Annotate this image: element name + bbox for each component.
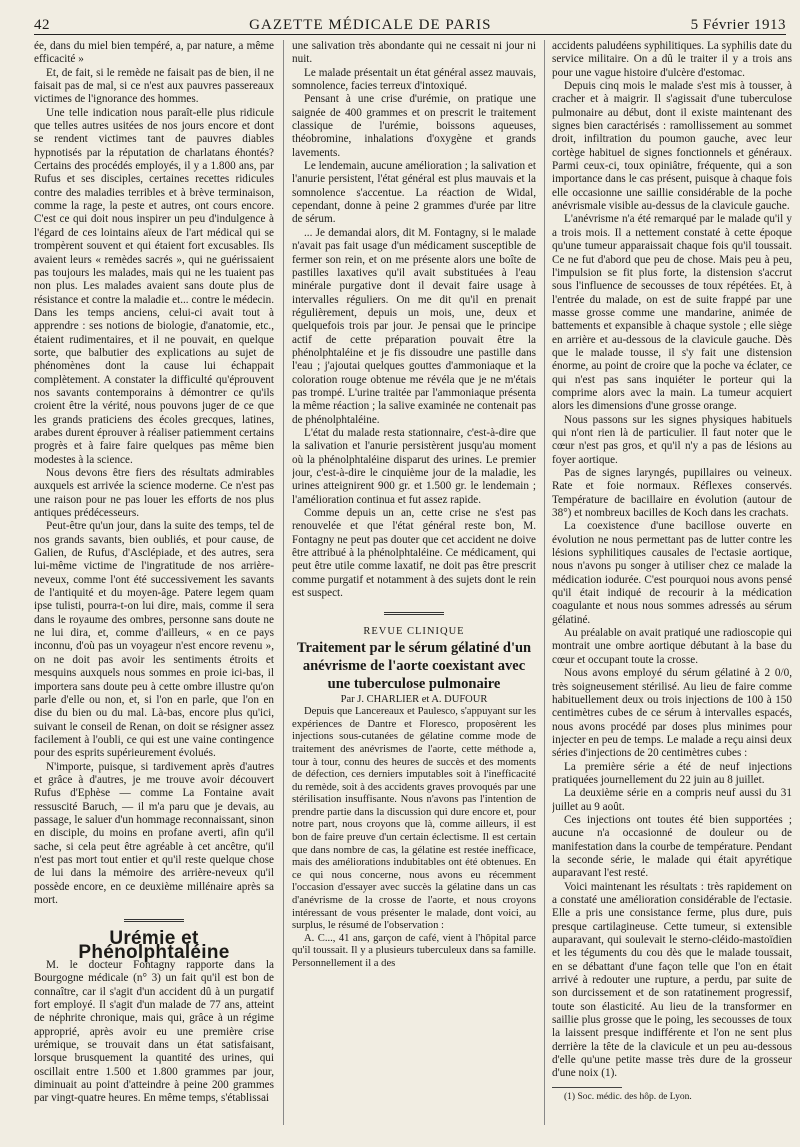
- paragraph: ... Je demandai alors, dit M. Fontagny, si le malade n'avait pas fait usage d'un médicament susceptible de fermer son rein, et on me présente alors une boîte de pastilles laxatives qu'il avait substituées à l'eau minérale purgative dont il devait faire usage à intervalles réguliers. On me dit qu'il en prenait régulièrement, depuis un mois, une, deux et quelquefois trois par jour. Je pensai que le principe actif de cette préparation pouvait être la phénolphtaléine et je fis dissoudre une pastille dans l'eau ; j'ajoutai quelques gouttes d'ammoniaque et la coloration rouge obtenue me révéla que je ne m'étais pas trompé. L'urine traitée par l'ammoniaque présenta la même réaction ; la salive examinée ne contenait pas de phénolphtaléine.: [292, 226, 536, 426]
- section-heading: REVUE CLINIQUE: [363, 626, 465, 638]
- paragraph: A. C..., 41 ans, garçon de café, vient à l'hôpital parce qu'il toussait. Il y a plusieurs tuberculeux dans sa famille. Personnellement il a des: [292, 932, 536, 969]
- section-separator: [384, 612, 444, 615]
- paragraph: Depuis cinq mois le malade s'est mis à tousser, à cracher et à maigrir. Il s'agissait d'une tuberculose pulmonaire au début, dont il existe maintenant des signes bien caractérisés : ramollissement au sommet droit, infiltration du poumon gauche, avec leur cortège habituel de signes fonctionnels et généraux. Parmi ceux-ci, toux opiniâtre, fréquente, qui a son importance dans le cas présent, puisque à chaque fois elle occasionne une saillie considérable de la poche anévrismale visible au-dessus de la clavicule gauche.: [552, 80, 792, 213]
- paragraph: Comme depuis un an, cette crise ne s'est pas renouvelée et que l'état général reste bon, M. Fontagny ne peut pas douter que cet accident ne doive être attribué à la phénolphtaléine. Ce médicament, qui peut être utile comme laxatif, ne doit pas être prescrit comme purgatif et notamment à des sujets dont le rein est suspect.: [292, 507, 536, 600]
- paragraph: N'importe, puisque, si tardivement après d'autres et grâce à d'autres, je me trouve avoir découvert Rufus d'Ephèse — comme La Fontaine avait ressuscité Baruch, — il m'a paru que je devais, au passage, le saluer d'un hommage reconnaissant, sinon en disciple, du moins en profane averti, afin qu'il sache, si cela peut être agréable à cet ancêtre, qu'il n'est pas mort tout entier et qu'il reste quelque chose de lui dans la mémoire des arrière-neveux qu'il possède encore, en ce deuxième millénaire après sa mort.: [34, 760, 274, 906]
- paragraph: Pas de signes laryngés, pupillaires ou veineux. Rate et foie normaux. Réflexes conservés. Température de bacillaire en évolution (autour de 38°) et nombreux bacilles de Koch dans les crachats.: [552, 467, 792, 520]
- paragraph: ée, dans du miel bien tempéré, a, par nature, a même efficacité »: [34, 40, 274, 66]
- header-rule: [34, 34, 786, 35]
- footnote-rule: [552, 1087, 622, 1088]
- paragraph: Une telle indication nous paraît-elle plus ridicule que telles autres usitées de nos jours encore et dont se rendent victimes tant de pauvres diables hypnotisés par la réputation de charlatans éhontés? Certains des procédés employés, il y a 1.800 ans, par Rufus et ses disciples, certaines recettes ridicules contre des maladies terribles et à brève terminaison, comme la rage, la peste et autres, ont cours encore. C'est ce qui doit nous inspirer un peu d'indulgence à l'égard de ces lointains aïeux de l'art médical qui se trompèrent souvent et qui étaient fort excusables. Ils avaient leurs « remèdes sacrés », qui ne guérissaient pas toujours les malades, mais qui ne les tuaient pas non plus. Les malades avaient sans doute plus de résistance et contre la maladie et... contre le médecin. Dans les temps anciens, celui-ci avait tout à apprendre : ses notions de biologie, d'anatomie, etc., étaient rudimentaires, et il ne pouvait, en quelque sorte, que balbutier des explications au sujet de phénomènes dont la cause lui échappait complètement. A constater la difficulté qu'éprouvent nos savants contemporains à démontrer ce qu'ils croient être la vérité, nous pouvons juger de ce que les grands praticiens des écoles grecques, latines, arabes durent éprouver à réaliser patiemment certains progrès et à faire faire quelques pas même bien modestes à la science.: [34, 106, 274, 466]
- paragraph: Nous passons sur les signes physiques habituels qui n'ont rien là de particulier. Il faut noter que le cœur n'est pas gros, et qu'il n'y a pas de lésions au foyer aortique.: [552, 413, 792, 466]
- paragraph: Ces injections ont toutes été bien supportées ; aucune n'a occasionné de douleur ou de manifestation dans la courbe de température. Pendant la seconde série, le malade qui était apyrétique auparavant l'est resté.: [552, 813, 792, 880]
- paragraph: Peut-être qu'un jour, dans la suite des temps, tel de nos grands savants, bien oubliés, et pour cause, de Galien, de Rufus, d'Asclépiade, et des autres, sera lui-même victime de l'ingratitude de nos arrière-neveux, comme l'ont été successivement les savants de l'antiquité et du moyen-âge. Patere legem quam ipse tulisti, pourra-t-on lui dire, mais, comme il sera dans le royaume des ombres, personne sans doute ne ne lui dira, et, comme d'ailleurs, « en ce pays inconnu, d'où pas un voyageur n'est encore revenu », on ne doit pas avoir les sentiments étroits et mesquins auxquels nous sommes en proie ici-bas, il importera sans doute peu à cette ombre illustre qu'on parle d'elle ou non, et, si l'on en parle, que l'on en dise du bien ou du mal. Là-bas, encore plus qu'ici, suivant le conseil de Renan, on doit se résigner assez facilement à l'oubli, ce qui est une vaine contingence pour des esprits supérieurement évolués.: [34, 520, 274, 760]
- column-1: [34, 40, 274, 1110]
- page-header: [34, 8, 786, 34]
- article-title: Urémie et Phénolphtaléine: [78, 928, 230, 963]
- paragraph: Nous devons être fiers des résultats admirables auxquels est arrivée la science moderne. Ce n'est pas une raison pour ne pas louer les efforts de nos plus antiques prédécesseurs.: [34, 467, 274, 520]
- paragraph: accidents paludéens syphilitiques. La syphilis date du service militaire. On a dû le traiter il y a trois ans pour une vague histoire d'ulcère d'estomac.: [552, 40, 792, 79]
- paragraph: La deuxième série en a compris neuf aussi du 31 juillet au 9 août.: [552, 787, 792, 813]
- paragraph: une salivation très abondante qui ne cessait ni jour ni nuit.: [292, 40, 536, 66]
- paragraph: Et, de fait, si le remède ne faisait pas de bien, il ne faisait pas de mal, si ce n'est aux pauvres passereaux victimes de l'ignorance des hommes.: [34, 66, 274, 106]
- issue-date: 5 Février 1913: [690, 17, 786, 33]
- column-3: [552, 40, 792, 1108]
- paragraph: Au préalable on avait pratiqué une radioscopie qui montrait une ombre aortique débutant à la base du cœur et occupant toute la crosse.: [552, 627, 792, 666]
- paragraph: L'état du malade resta stationnaire, c'est-à-dire que la salivation et l'anurie persistèrent jusqu'au moment où la phénolphtaléine disparut des urines. Le premier jour, c'est-à-dire le cinquième jour de la maladie, les urines atteignirent 900 gr. et 1.500 gr. le lendemain ; l'amélioration continua et fut assez rapide.: [292, 426, 536, 506]
- paragraph: Le malade présentait un état général assez mauvais, somnolence, facies terreux d'intoxiqué.: [292, 66, 536, 93]
- paragraph: La coexistence d'une bacillose ouverte en évolution ne nous permettant pas de lutter contre les lésions syphilitiques causales de l'ectasie aortique, nous n'avons pu songer à utiliser chez ce malade la médication iodurée. C'est pourquoi nous avons pensé qu'il était indiqué de recourir à la médication coagulante et nous nous sommes adressés au sérum gélatiné.: [552, 520, 792, 626]
- column-divider: [544, 40, 545, 1125]
- journal-title: GAZETTE MÉDICALE DE PARIS: [249, 17, 492, 33]
- column-divider: [283, 40, 284, 1125]
- paragraph: La première série a été de neuf injections pratiquées journellement du 22 juin au 8 juillet.: [552, 760, 792, 786]
- footnote: (1) Soc. médic. des hôp. de Lyon.: [564, 1091, 692, 1102]
- article-authors: Par J. CHARLIER et A. DUFOUR: [340, 693, 488, 705]
- page-number: 42: [34, 17, 50, 33]
- paragraph: M. le docteur Fontagny rapporte dans la Bourgogne médicale (n° 3) un fait qu'il est bon de connaître, car il s'agit d'un accident dû à un purgatif fort employé. Il s'agit d'un malade de 77 ans, atteint de néphrite chronique, mais qui, grâce à un régime approprié, après avoir eu une première crise urémique, se trouvait dans un état satisfaisant, lorsque brusquement la quantité des urines, qui oscillait entre 1.500 et 1.800 grammes par jour, diminuait au point d'atteindre à peine 200 grammes par vingt-quatre heures. En même temps, s'établissai: [34, 959, 274, 1105]
- article-title: Traitement par le sérum gélatiné d'un anévrisme de l'aorte coexistant avec une tuberculose pulmonaire: [296, 639, 532, 692]
- paragraph: Le lendemain, aucune amélioration ; la salivation et l'anurie persistent, l'état général est plus mauvais et la somnolence s'accentue. La réaction de Widal, cependant, donne à peine 2 grammes d'urée par litre de sérum.: [292, 160, 536, 226]
- paragraph: L'anévrisme n'a été remarqué par le malade qu'il y a trois mois. Il a nettement constaté à cette époque qu'une tumeur apparaissait chaque fois qu'il toussait. Ce ne fut d'abord que peu de chose. Mais peu à peu, l'impulsion se fit plus forte, la distension s'accrut sous l'influence de secousses de toux répétées. Et, à l'entrée du malade, on est de suite frappé par une masse grosse comme une mandarine, animée de battements et expansible à chaque systole ; elle siège en arrière et au-dessous de la clavicule gauche. Dès que le malade tousse, il s'y fait une distension énorme, au point de croire que la poche va éclater, ce qui n'est pas sans inquiéter le porteur qui la comprime alors avec la main. La tumeur acquiert alors les dimensions d'une grosse orange.: [552, 213, 792, 413]
- column-2: [292, 40, 536, 1130]
- paragraph: Voici maintenant les résultats : très rapidement on a constaté une amélioration considérable de l'ectasie. Elle a pris une consistance ferme, plus dure, puis presque cartilagineuse. Cette tumeur, si extensible auparavant, qui soulevait le sterno-cléido-mastoïdien et les téguments du cou dès que le malade toussait, en se débattant d'une façon telle que l'on en était arrivé à redouter une rupture, a perdu, par suite de son durcissement et de son ratatinement progressif, toute son élasticité. Au lieu de la transformer en saillie plus grosse que le poing, les secousses de toux la laissent presque indifférente et l'on ne sent plus derrière la tête de la clavicule et un peu au-dessous d'elle qu'une petite masse très dure de la grosseur d'une noix (1).: [552, 880, 792, 1080]
- section-separator: [124, 919, 184, 922]
- paragraph: Pensant à une crise d'urémie, on pratique une saignée de 400 grammes et on prescrit le traitement classique de l'urémie, boissons aqueuses, théobromine, inhalations d'oxygène et grands lavements.: [292, 93, 536, 159]
- paragraph: Depuis que Lancereaux et Paulesco, s'appuyant sur les expériences de Dantre et Floresco, proposèrent les injections sous-cutanées de gélatine comme mode de traitement des anévrismes de l'aorte, cette méthode a, tour à tour, connu des heures de succès et des moments de défection, ces derniers imputables soit à l'inefficacité du remède, soit à des accidents graves provoqués par une stérilisation insuffisante. Nous n'avons pas l'intention de prendre partie dans la discussion qui dure encore et, pour notre part, nous croyons que là, comme ailleurs, il est bon de faire preuve d'un certain éclectisme. Il est certain que dans nombre de cas, la gélatine est restée inefficace, mais des améliorations indubitables ont été obtenues. En ce qui nous concerne, nous avons eu récemment l'occasion d'essayer avec succès la gélatine dans un cas d'anévrisme de la crosse de l'aorte, et nous croyons intéressant de vous présenter le malade, dont voici, au surplus, le résumé de l'observation :: [292, 706, 536, 932]
- paragraph: Nous avons employé du sérum gélatiné à 2 0/0, très soigneusement stérilisé. Au lieu de faire comme habituellement deux ou trois injections de 100 à 150 centimètres cubes de ce sérum à intervalles espacés, nous avons procédé par doses plus minimes pour injecter en peu de temps. Le malade a reçu ainsi deux séries d'injections de 20 centimètres cubes :: [552, 667, 792, 760]
